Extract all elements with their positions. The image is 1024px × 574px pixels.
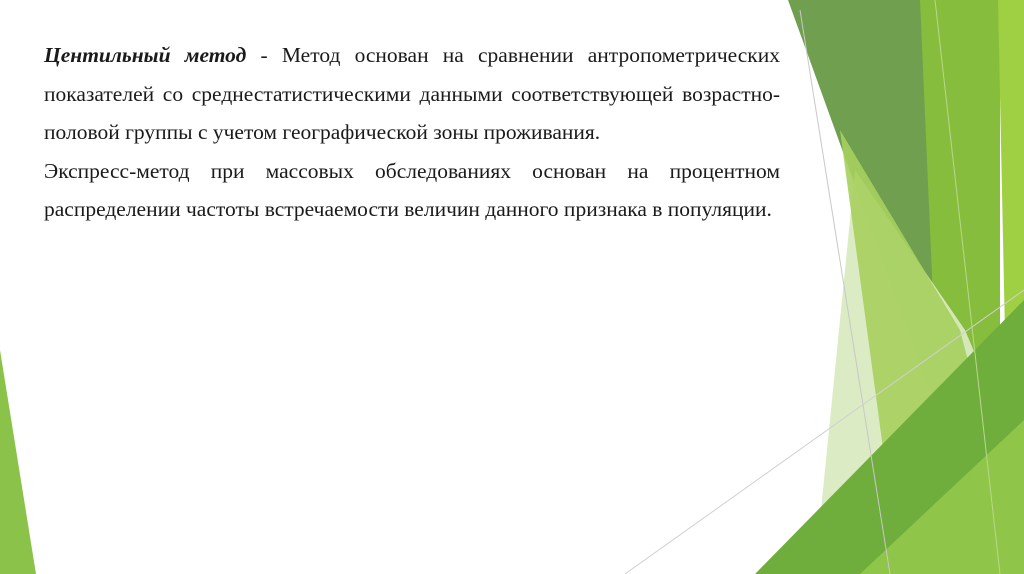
- paragraph-express-method: Экспресс-метод при массовых обследованиях основан на процентном распределении частоты встречаемости величин данного признака в популяции.: [44, 158, 780, 221]
- slide-text: [44, 36, 780, 229]
- paragraph-centile-text: - Метод основан на сравнении антропометрических показателей со среднестатистическими данными соответствующей возрастно-половой группы с учетом географической зоны проживания.: [44, 43, 780, 144]
- left-green-sliver: [0, 350, 36, 574]
- paragraph-centile-method: [44, 36, 780, 152]
- term-centile-method: Центильный метод: [44, 43, 247, 67]
